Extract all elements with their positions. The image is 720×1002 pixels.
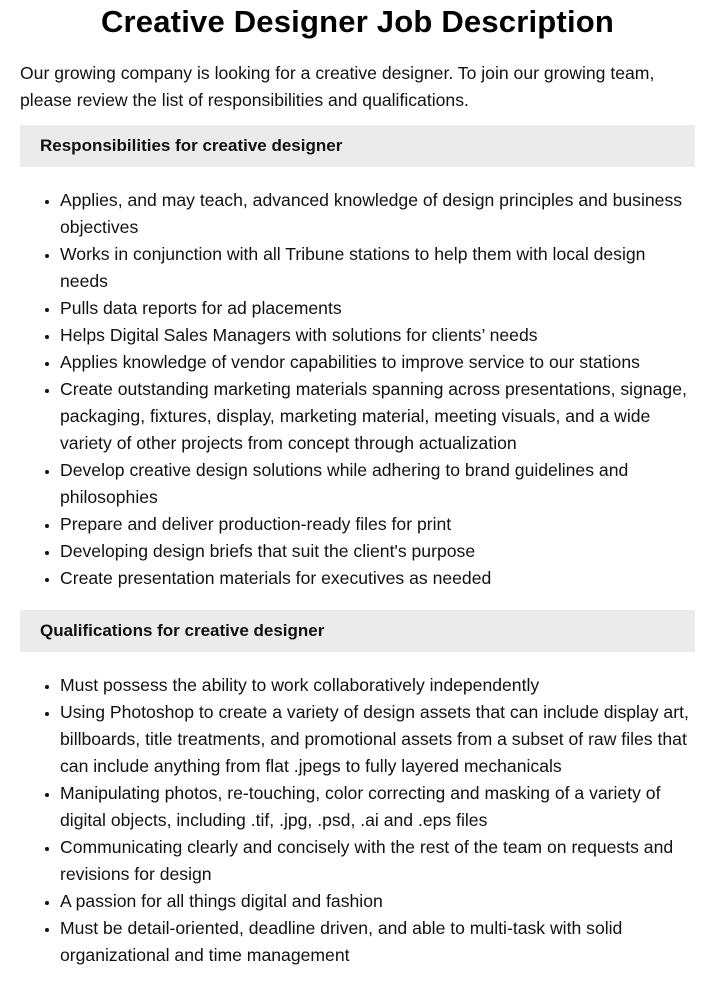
list-item: • A passion for all things digital and fashion: [60, 888, 695, 915]
list-item: • Create outstanding marketing materials spanning across presentations, signage, packaging, fixtures, display, marketing material, meeting visuals, and a wide variety of other projects from concept through actualization: [60, 376, 695, 457]
list-item: • Helps Digital Sales Managers with solutions for clients’ needs: [60, 322, 695, 349]
list-item: • Applies, and may teach, advanced knowledge of design principles and business objectives: [60, 187, 695, 241]
qualifications-heading: Qualifications for creative designer: [20, 610, 695, 652]
list-item: • Communicating clearly and concisely with the rest of the team on requests and revisions for design: [60, 834, 695, 888]
qualifications-list: [20, 672, 695, 969]
list-item: • Create presentation materials for executives as needed: [60, 565, 695, 592]
list-item: • Using Photoshop to create a variety of design assets that can include display art, billboards, title treatments, and promotional assets from a subset of raw files that can include anything from flat .jpegs to fully layered mechanicals: [60, 699, 695, 780]
list-item: • Works in conjunction with all Tribune stations to help them with local design needs: [60, 241, 695, 295]
list-item: • Manipulating photos, re-touching, color correcting and masking of a variety of digital objects, including .tif, .jpg, .psd, .ai and .eps files: [60, 780, 695, 834]
intro-paragraph: Our growing company is looking for a creative designer. To join our growing team, please review the list of responsibilities and qualifications.: [20, 63, 655, 110]
responsibilities-list: [20, 187, 695, 592]
list-item: • Prepare and deliver production-ready files for print: [60, 511, 695, 538]
page-title: Creative Designer Job Description: [100, 4, 615, 39]
list-item: • Must be detail-oriented, deadline driven, and able to multi-task with solid organizational and time management: [60, 915, 695, 969]
list-item: • Developing design briefs that suit the client's purpose: [60, 538, 695, 565]
responsibilities-heading: Responsibilities for creative designer: [20, 125, 695, 167]
list-item: • Develop creative design solutions while adhering to brand guidelines and philosophies: [60, 457, 695, 511]
list-item: • Must possess the ability to work collaboratively independently: [60, 672, 695, 699]
list-item: • Applies knowledge of vendor capabilities to improve service to our stations: [60, 349, 695, 376]
list-item: • Pulls data reports for ad placements: [60, 295, 695, 322]
